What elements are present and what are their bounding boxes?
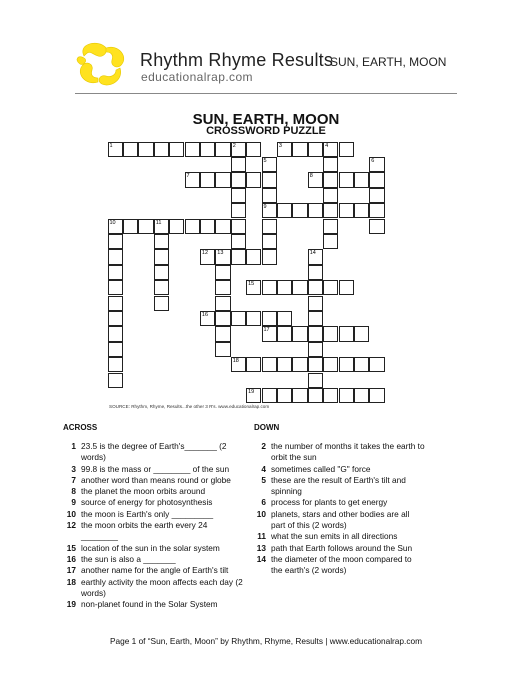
grid-cell[interactable] [339,357,354,372]
cell-number: 12 [201,250,209,257]
grid-cell[interactable] [262,203,277,218]
grid-cell[interactable] [339,172,354,187]
across-clue [63,464,246,475]
clue-number: 14 [256,553,266,564]
grid-cell[interactable] [277,142,292,157]
grid-cell[interactable] [277,203,292,218]
grid-cell[interactable] [369,357,384,372]
grid-cell[interactable] [246,172,261,187]
grid-cell[interactable] [108,265,123,280]
clue-text: sometimes called "G" force [271,463,371,474]
grid-cell[interactable] [323,388,338,403]
cell-number: 17 [263,327,270,334]
across-clue [63,577,246,600]
grid-cell[interactable] [308,203,323,218]
grid-cell[interactable] [354,172,369,187]
cell-number: 6 [371,157,375,164]
grid-cell[interactable] [215,326,230,341]
grid-cell[interactable] [323,172,338,187]
grid-cell[interactable] [200,172,215,187]
cell-number: 9 [263,204,267,211]
grid-cell[interactable] [277,311,292,326]
grid-cell[interactable] [277,280,292,295]
clue-number: 10 [66,508,76,519]
grid-cell[interactable] [215,280,230,295]
grid-cell[interactable] [354,357,369,372]
grid-cell[interactable] [215,342,230,357]
clue-text: another word than means round or globe [81,474,231,485]
grid-cell[interactable] [323,188,338,203]
cell-number: 11 [155,219,162,226]
across-clue [63,520,246,543]
grid-cell[interactable] [108,280,123,295]
across-clue [63,486,246,497]
down-clue [253,554,425,577]
grid-cell[interactable] [215,219,230,234]
grid-cell[interactable] [215,311,230,326]
grid-cell[interactable] [323,234,338,249]
grid-cell[interactable] [108,249,123,264]
grid-cell[interactable] [292,203,307,218]
clue-text: earthly activity the moon affects each day (2 words) [81,576,243,598]
clue-number: 13 [256,542,266,553]
grid-cell[interactable] [185,142,200,157]
across-clue [63,497,246,508]
grid-cell[interactable] [292,357,307,372]
grid-cell[interactable] [262,249,277,264]
grid-cell[interactable] [108,342,123,357]
clue-text: the moon is Earth's only _________ [81,508,214,519]
clue-text: 99.8 is the mass or ________ of the sun [81,463,230,474]
grid-cell[interactable] [200,219,215,234]
page-subtitle: CROSSWORD PUZZLE [206,125,326,137]
cell-number: 7 [186,173,190,180]
cell-number: 2 [232,142,236,149]
grid-cell[interactable] [231,157,246,172]
grid-cell[interactable] [277,357,292,372]
grid-cell[interactable] [262,172,277,187]
header-divider [75,93,457,94]
source-note: SOURCE: Rhythm, Rhyme, Results...the other 3 R's. www.educationalrap.com [109,404,270,409]
down-clue [253,531,425,542]
grid-cell[interactable] [108,357,123,372]
clue-number: 7 [71,474,76,485]
cell-number: 14 [309,250,316,257]
clue-number: 16 [66,553,76,564]
grid-cell[interactable] [339,142,354,157]
grid-cell[interactable] [308,357,323,372]
grid-cell[interactable] [308,296,323,311]
grid-cell[interactable] [200,249,215,264]
cell-number: 10 [109,219,116,226]
across-clue [63,509,246,520]
grid-cell[interactable] [123,142,138,157]
grid-cell[interactable] [246,357,261,372]
grid-cell[interactable] [215,265,230,280]
grid-cell[interactable] [323,357,338,372]
grid-cell[interactable] [108,311,123,326]
grid-cell[interactable] [262,157,277,172]
grid-cell[interactable] [154,296,169,311]
clue-number: 4 [261,463,266,474]
grid-cell[interactable] [262,326,277,341]
grid-cell[interactable] [154,280,169,295]
grid-cell[interactable] [339,326,354,341]
grid-cell[interactable] [339,280,354,295]
grid-cell[interactable] [277,388,292,403]
clue-number: 9 [71,497,76,508]
grid-cell[interactable] [231,234,246,249]
grid-cell[interactable] [308,280,323,295]
grid-cell[interactable] [231,357,246,372]
grid-cell[interactable] [154,249,169,264]
grid-cell[interactable] [246,249,261,264]
clue-number: 19 [66,599,76,610]
down-clue [253,543,425,554]
clue-text: these are the result of Earth's tilt and spinning [271,474,406,497]
grid-cell[interactable] [138,219,153,234]
clue-text: source of energy for photosynthesis [81,497,213,508]
grid-cell[interactable] [369,157,384,172]
grid-cell[interactable] [292,388,307,403]
grid-cell[interactable] [200,311,215,326]
across-clue [63,475,246,486]
across-clue [63,599,246,610]
page-title: SUN, EARTH, MOON [192,111,340,128]
cell-number: 18 [232,358,239,365]
across-clue [63,441,246,464]
grid-cell[interactable] [308,326,323,341]
grid-cell[interactable] [231,219,246,234]
grid-cell[interactable] [231,142,246,157]
grid-cell[interactable] [215,296,230,311]
grid-cell[interactable] [339,388,354,403]
grid-cell[interactable] [323,280,338,295]
grid-cell[interactable] [262,280,277,295]
cell-number: 16 [201,311,209,318]
grid-cell[interactable] [262,311,277,326]
grid-cell[interactable] [262,388,277,403]
grid-cell[interactable] [277,326,292,341]
grid-cell[interactable] [354,326,369,341]
grid-cell[interactable] [108,234,123,249]
grid-cell[interactable] [262,357,277,372]
grid-cell[interactable] [200,142,215,157]
clue-number: 17 [66,565,76,576]
grid-cell[interactable] [215,142,230,157]
grid-cell[interactable] [369,388,384,403]
grid-cell[interactable] [354,203,369,218]
grid-cell[interactable] [308,249,323,264]
grid-cell[interactable] [185,219,200,234]
grid-cell[interactable] [246,142,261,157]
clue-text: the sun is also a _______ [81,553,176,564]
down-clue [253,464,425,475]
clue-number: 2 [261,441,266,451]
grid-cell[interactable] [323,142,338,157]
clue-number: 12 [66,520,76,531]
grid-cell[interactable] [246,311,261,326]
down-clue [253,441,425,464]
across-heading: ACROSS [63,423,98,432]
across-clue [63,565,246,576]
grid-cell[interactable] [339,203,354,218]
grid-cell[interactable] [123,219,138,234]
grid-cell[interactable] [108,373,123,388]
down-clue-list [253,441,425,577]
grid-cell[interactable] [108,296,123,311]
cell-number: 15 [248,281,255,288]
grid-cell[interactable] [308,142,323,157]
down-clue [253,475,425,498]
grid-cell[interactable] [169,219,184,234]
grid-cell[interactable] [369,219,384,234]
page-footer: Page 1 of “Sun, Earth, Moon” by Rhythm, Rhyme, Results | www.educationalrap.com [109,636,423,646]
grid-cell[interactable] [308,172,323,187]
across-clue [63,543,246,554]
grid-cell[interactable] [308,342,323,357]
grid-cell[interactable] [185,172,200,187]
cell-number: 5 [263,157,267,164]
clue-text: non-planet found in the Solar System [81,599,218,610]
clue-text: the number of months it takes the earth to orbit the sun [271,441,425,463]
grid-cell[interactable] [246,388,261,403]
cell-number: 13 [217,250,224,257]
grid-cell[interactable] [323,326,338,341]
grid-cell[interactable] [308,311,323,326]
grid-cell[interactable] [369,188,384,203]
cell-number: 8 [309,173,313,180]
cell-number: 19 [248,388,255,395]
clue-text: location of the sun in the solar system [81,542,220,553]
clue-number: 10 [256,508,266,519]
clue-text: path that Earth follows around the Sun [271,542,413,553]
clue-text: the moon orbits the earth every 24 ________ [81,520,208,542]
brand-name: Rhythm Rhyme Results [140,50,334,70]
grid-cell[interactable] [154,142,169,157]
clue-number: 3 [71,463,76,474]
grid-cell[interactable] [292,142,307,157]
clue-number: 6 [261,497,266,508]
grid-cell[interactable] [308,373,323,388]
brand-website: educationalrap.com [141,70,253,84]
clue-text: the diameter of the moon compared to the earth's (2 words) [271,553,412,576]
grid-cell[interactable] [308,265,323,280]
cell-number: 1 [109,142,113,149]
clue-text: the planet the moon orbits around [81,486,206,497]
grid-cell[interactable] [108,326,123,341]
grid-cell[interactable] [231,172,246,187]
down-heading: DOWN [254,423,280,432]
clue-text: another name for the angle of Earth's tilt [81,565,229,576]
clue-text: process for plants to get energy [271,497,388,508]
clue-number: 8 [71,486,76,497]
grid-cell[interactable] [262,234,277,249]
grid-cell[interactable] [154,265,169,280]
grid-cell[interactable] [308,388,323,403]
grid-cell[interactable] [231,203,246,218]
grid-cell[interactable] [323,203,338,218]
grid-cell[interactable] [262,219,277,234]
grid-cell[interactable] [354,388,369,403]
grid-cell[interactable] [231,311,246,326]
grid-cell[interactable] [215,172,230,187]
clue-number: 11 [257,531,266,542]
grid-cell[interactable] [154,219,169,234]
grid-cell[interactable] [292,280,307,295]
cell-number: 3 [278,142,282,149]
grid-cell[interactable] [323,219,338,234]
grid-cell[interactable] [323,157,338,172]
across-clue [63,554,246,565]
grid-cell[interactable] [108,219,123,234]
clue-text: what the sun emits in all directions [271,531,398,542]
clue-number: 18 [66,576,76,587]
clue-number: 1 [71,441,76,451]
grid-cell[interactable] [262,188,277,203]
grid-cell[interactable] [138,142,153,157]
down-clue [253,509,425,532]
grid-cell[interactable] [369,203,384,218]
grid-cell[interactable] [154,234,169,249]
grid-cell[interactable] [246,280,261,295]
down-clue [253,497,425,508]
grid-cell[interactable] [369,172,384,187]
header-topic: SUN, EARTH, MOON [330,55,447,69]
clue-number: 15 [66,542,76,553]
grid-cell[interactable] [231,188,246,203]
grid-cell[interactable] [231,249,246,264]
clue-number: 5 [261,474,266,485]
grid-cell[interactable] [292,326,307,341]
brand-logo-icon [74,40,130,88]
clue-text: 23.5 is the degree of Earth's_______ (2 words) [81,441,227,463]
across-clue-list [63,441,246,610]
cell-number: 4 [325,142,329,149]
grid-cell[interactable] [215,249,230,264]
grid-cell[interactable] [169,142,184,157]
clue-text: planets, stars and other bodies are all part of this (2 words) [271,508,410,531]
grid-cell[interactable] [108,142,123,157]
